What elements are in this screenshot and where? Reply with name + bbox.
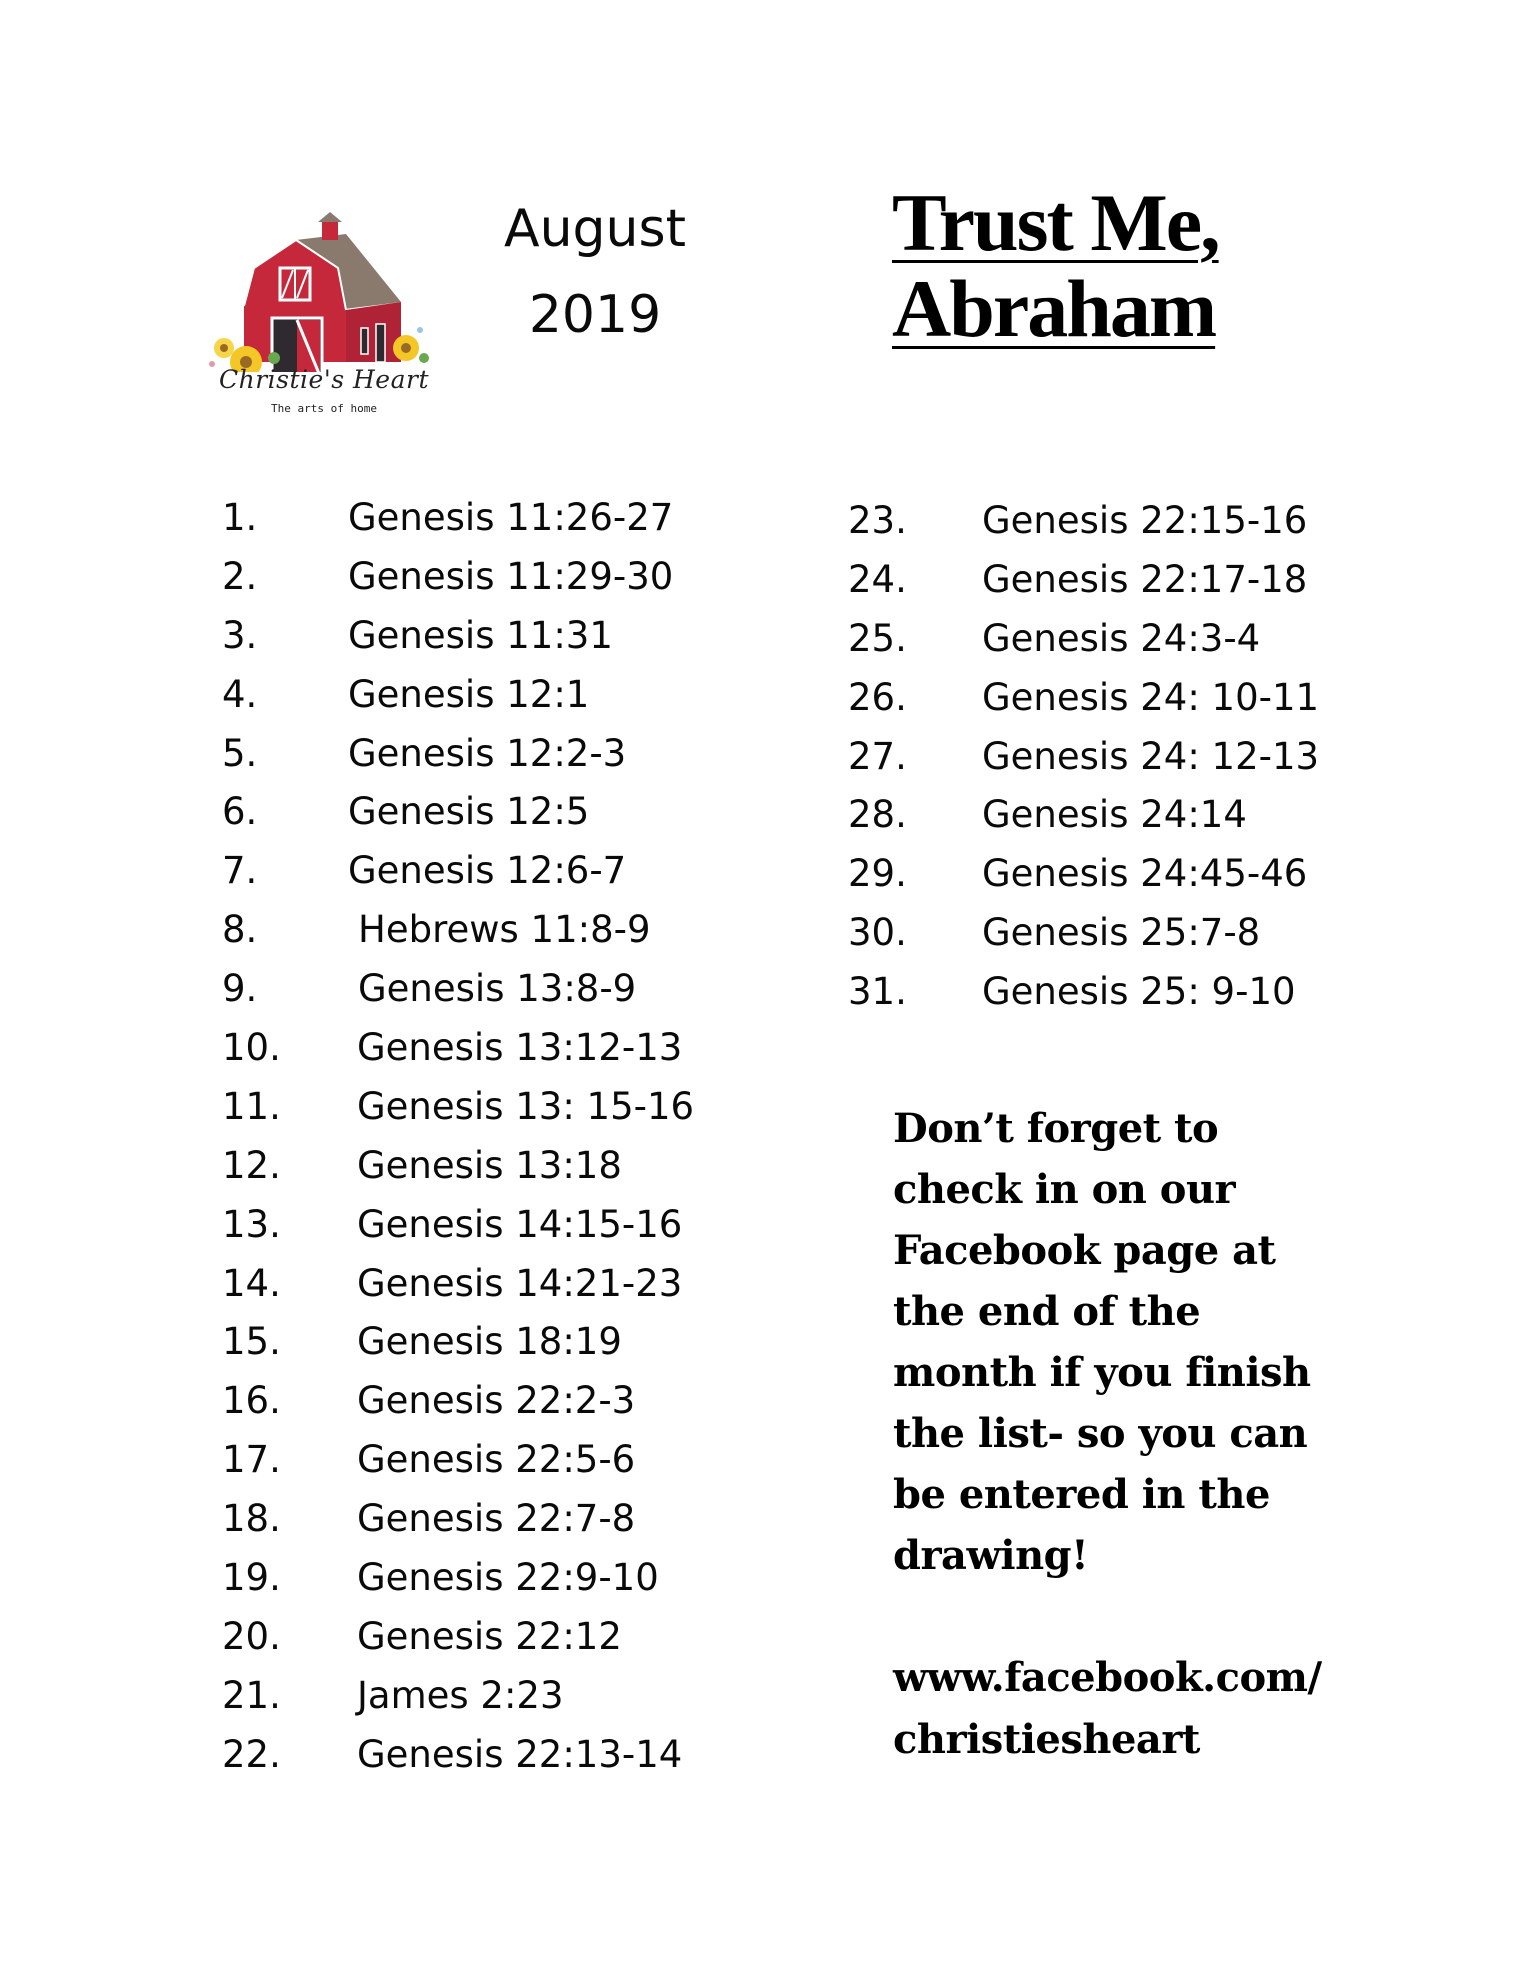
- item-number: 22.: [222, 1732, 281, 1776]
- item-number: 21.: [222, 1673, 281, 1717]
- scripture-reference: Genesis 24:3-4: [982, 616, 1261, 660]
- note-line: the list- so you can: [893, 1410, 1308, 1457]
- scripture-reference: Genesis 24:45-46: [982, 852, 1308, 896]
- note-line: the end of the: [893, 1288, 1201, 1335]
- scripture-reference: Genesis 22:5-6: [357, 1438, 636, 1482]
- scripture-reference: Genesis 14:15-16: [357, 1202, 683, 1246]
- item-number: 27.: [848, 734, 907, 778]
- title-line-1: Trust Me,: [892, 177, 1219, 268]
- item-number: 12.: [222, 1143, 281, 1187]
- scripture-reference: Genesis 18:19: [357, 1320, 622, 1364]
- scripture-reference: Genesis 13:12-13: [357, 1026, 683, 1070]
- scripture-reference: Hebrews 11:8-9: [358, 908, 651, 952]
- item-number: 31.: [848, 970, 907, 1014]
- scripture-reference: Genesis 12:5: [348, 790, 590, 834]
- note-line: Don’t forget to: [893, 1105, 1219, 1152]
- red-barn-icon: [196, 212, 446, 372]
- item-number: 24.: [848, 557, 907, 601]
- item-number: 8.: [222, 908, 258, 952]
- item-number: 9.: [222, 967, 258, 1011]
- brand-tagline: The arts of home: [271, 402, 377, 415]
- scripture-reference: Genesis 24:14: [982, 793, 1247, 837]
- item-number: 7.: [222, 849, 258, 893]
- scripture-reference: Genesis 22:2-3: [357, 1379, 636, 1423]
- item-number: 1.: [222, 496, 258, 539]
- scripture-reference: Genesis 11:31: [348, 613, 613, 657]
- item-number: 19.: [222, 1556, 281, 1600]
- scripture-reference: Genesis 22:15-16: [982, 499, 1308, 542]
- scripture-reference: Genesis 11:29-30: [348, 554, 674, 598]
- month-label: August: [504, 199, 686, 259]
- item-number: 23.: [848, 499, 907, 542]
- item-number: 5.: [222, 731, 258, 775]
- facebook-url: [893, 1647, 1353, 1771]
- url-line-2: christiesheart: [893, 1716, 1200, 1763]
- item-number: 14.: [222, 1261, 281, 1305]
- item-number: 26.: [848, 675, 907, 719]
- item-number: 30.: [848, 911, 907, 955]
- item-number: 25.: [848, 616, 907, 660]
- scripture-reference: Genesis 22:13-14: [357, 1732, 683, 1776]
- month-year: [480, 186, 710, 358]
- item-number: 11.: [222, 1084, 281, 1128]
- scripture-reference: Genesis 13: 15-16: [357, 1084, 695, 1128]
- item-number: 18.: [222, 1497, 281, 1541]
- url-line-1: www.facebook.com/: [893, 1654, 1322, 1701]
- item-number: 13.: [222, 1202, 281, 1246]
- item-number: 10.: [222, 1026, 281, 1070]
- note-line: Facebook page at: [893, 1227, 1276, 1274]
- scripture-reference: Genesis 13:18: [357, 1143, 622, 1187]
- scripture-reference: Genesis 11:26-27: [348, 496, 674, 539]
- scripture-reference: Genesis 22:17-18: [982, 557, 1308, 601]
- page-title: [892, 177, 1219, 354]
- item-number: 16.: [222, 1379, 281, 1423]
- item-number: 28.: [848, 793, 907, 837]
- scripture-reference: Genesis 24: 12-13: [982, 734, 1320, 778]
- year-label: 2019: [528, 285, 662, 345]
- brand-name: Christie's Heart: [219, 365, 429, 394]
- scripture-reference: Genesis 14:21-23: [357, 1261, 683, 1305]
- note-line: drawing!: [893, 1532, 1089, 1579]
- facebook-reminder-note: [893, 1098, 1353, 1586]
- title-line-2: Abraham: [892, 263, 1216, 354]
- note-line: be entered in the: [893, 1471, 1270, 1518]
- item-number: 6.: [222, 790, 258, 834]
- item-number: 4.: [222, 672, 258, 716]
- scripture-reference: James 2:23: [357, 1673, 564, 1717]
- scripture-reference: Genesis 13:8-9: [358, 967, 637, 1011]
- scripture-reference: Genesis 22:9-10: [357, 1556, 659, 1600]
- item-number: 17.: [222, 1438, 281, 1482]
- item-number: 15.: [222, 1320, 281, 1364]
- note-line: check in on our: [893, 1166, 1236, 1213]
- scripture-reference: Genesis 22:12: [357, 1614, 622, 1658]
- scripture-reference: Genesis 12:1: [348, 672, 590, 716]
- note-line: month if you finish: [893, 1349, 1311, 1396]
- scripture-reference: Genesis 24: 10-11: [982, 675, 1320, 719]
- item-number: 20.: [222, 1614, 281, 1658]
- scripture-reference: Genesis 22:7-8: [357, 1497, 636, 1541]
- scripture-reference: Genesis 25: 9-10: [982, 970, 1296, 1014]
- scripture-reference: Genesis 25:7-8: [982, 911, 1261, 955]
- scripture-reference: Genesis 12:6-7: [348, 849, 627, 893]
- brand-logo: [196, 212, 446, 422]
- item-number: 29.: [848, 852, 907, 896]
- item-number: 2.: [222, 554, 258, 598]
- item-number: 3.: [222, 613, 258, 657]
- scripture-reference: Genesis 12:2-3: [348, 731, 627, 775]
